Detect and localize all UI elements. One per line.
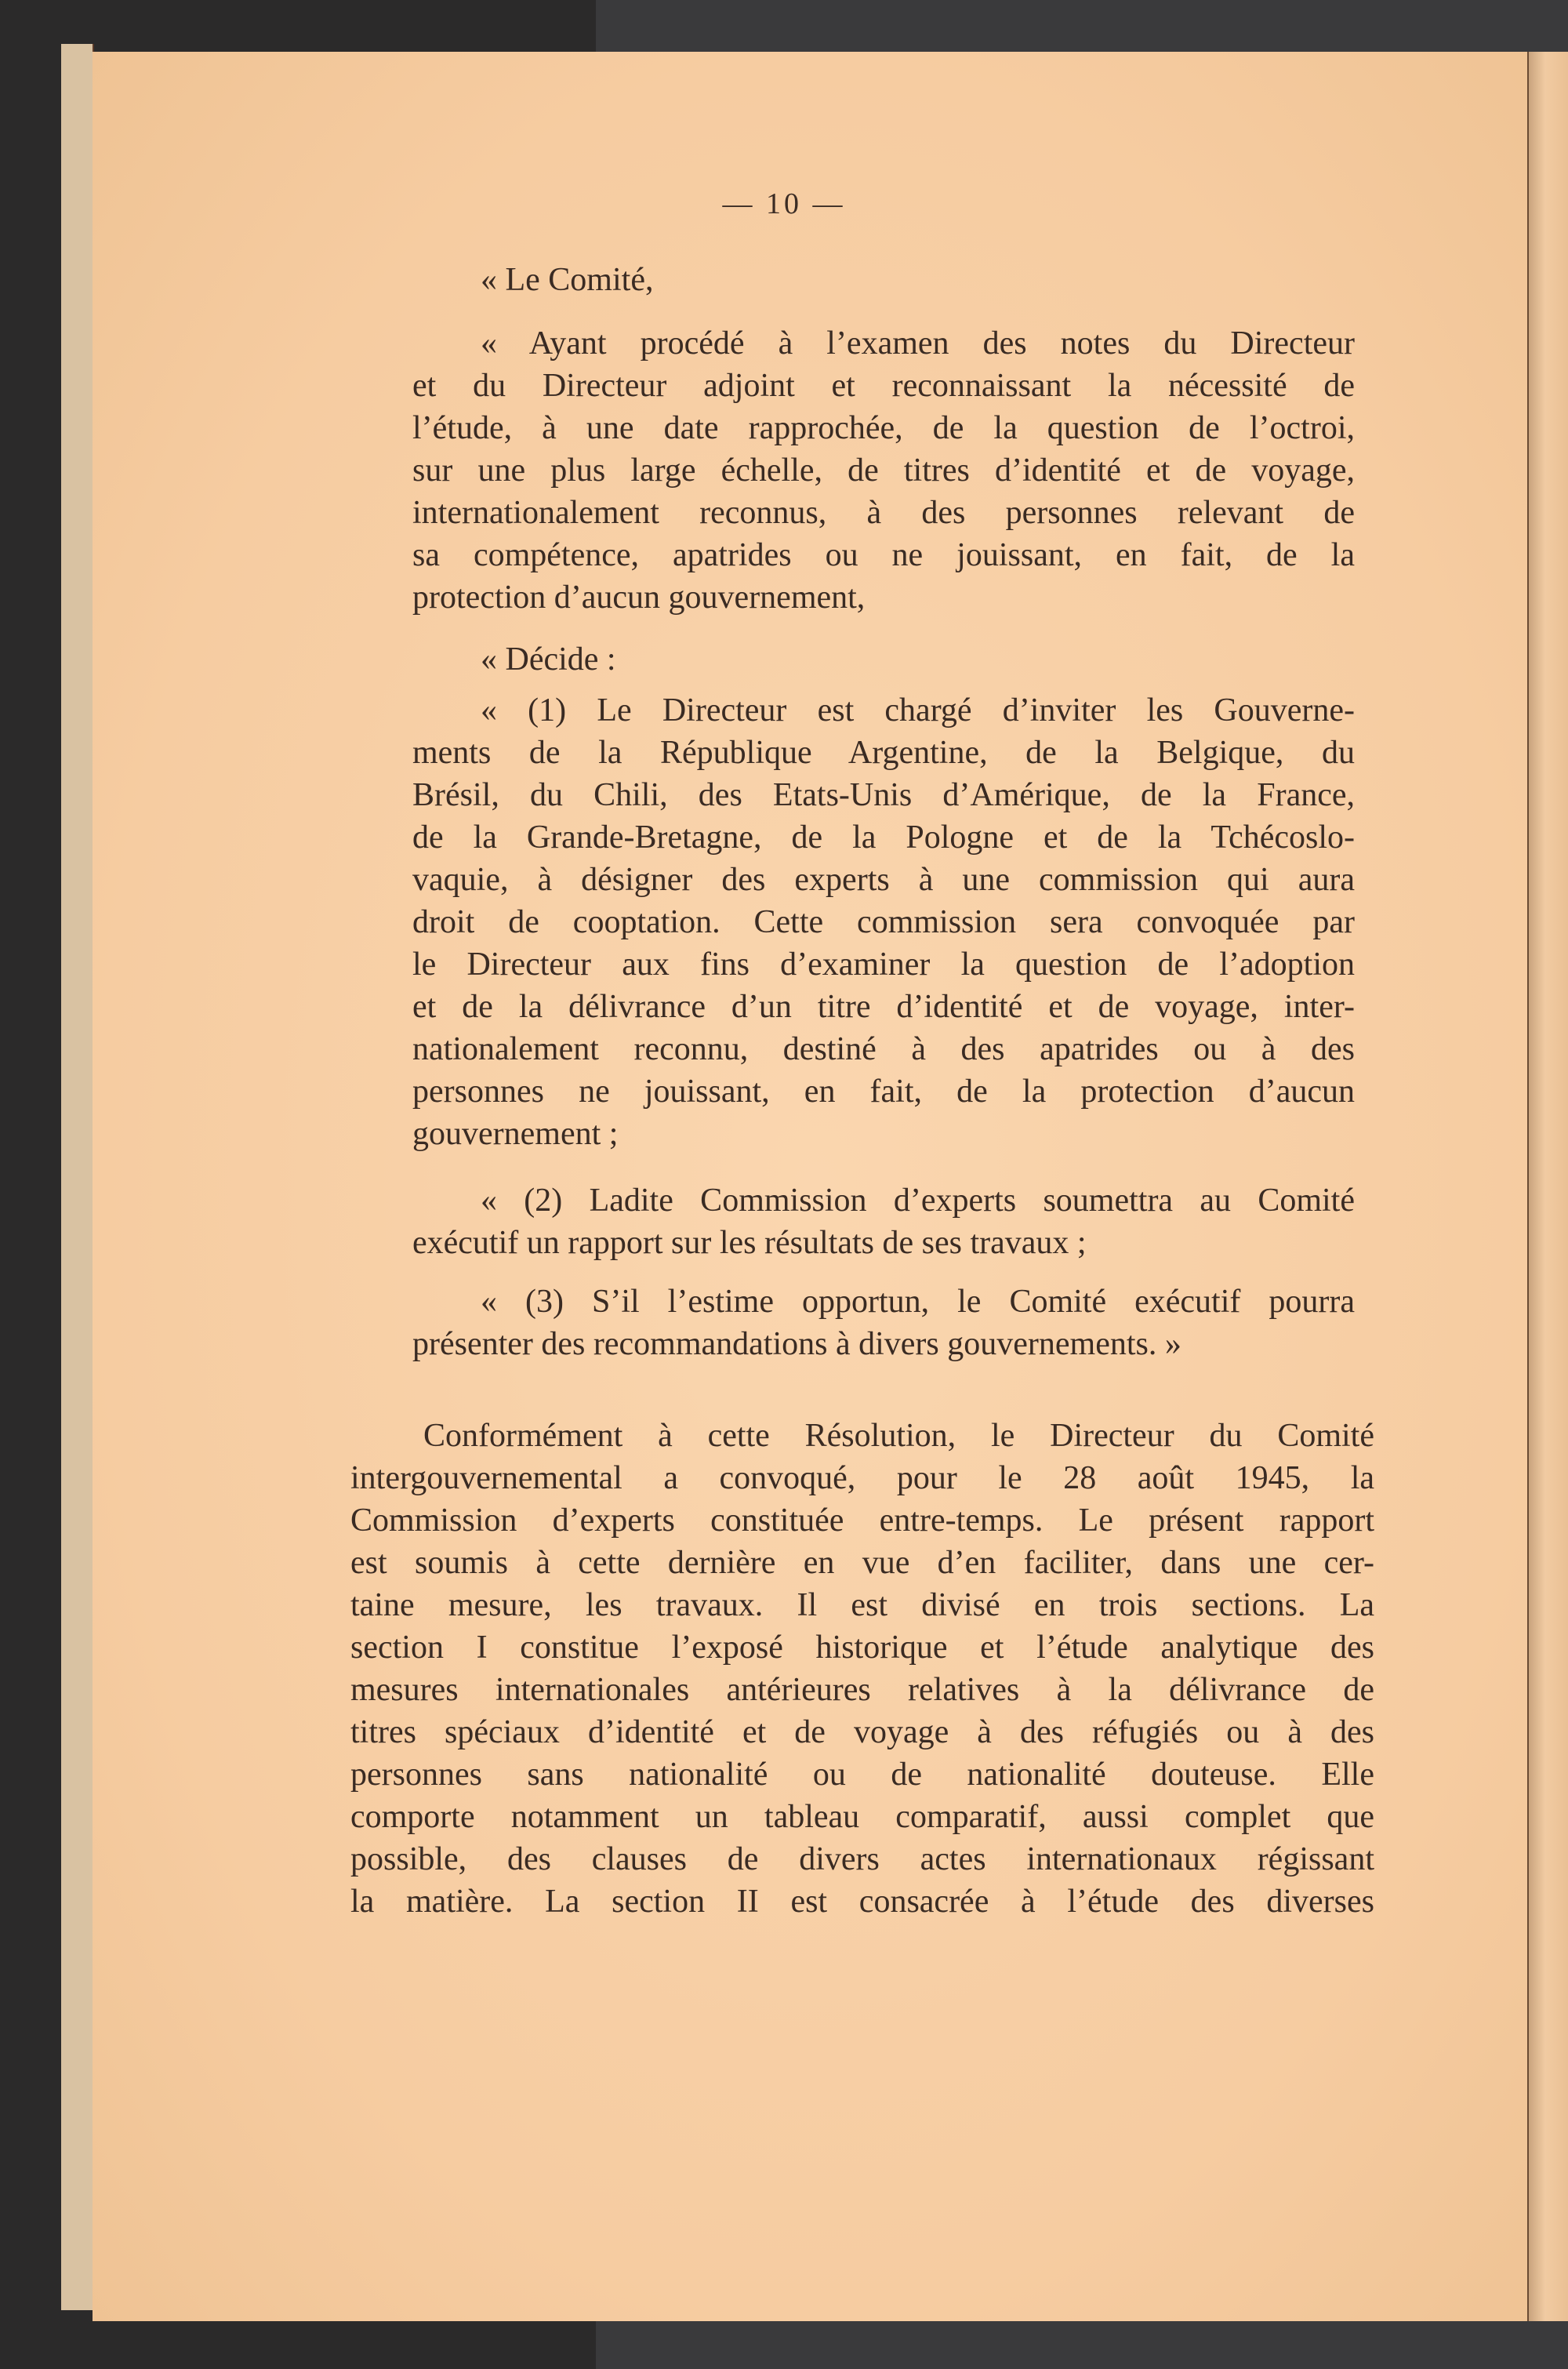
body-paragraph <box>350 1415 1374 1923</box>
text-line: gouvernement ; <box>412 1116 619 1152</box>
quoted-paragraph <box>412 259 1355 301</box>
text-line: « (3) S’il l’estime opportun, le Comité exécutif pourra <box>481 1284 1355 1320</box>
quoted-paragraph <box>412 322 1355 619</box>
text-line: et de la délivrance d’un titre d’identité et de voyage, inter- <box>412 989 1355 1025</box>
quoted-paragraph <box>412 1281 1355 1365</box>
text-line: « (1) Le Directeur est chargé d’inviter les Gouverne- <box>481 692 1355 729</box>
text-line: taine mesure, les travaux. Il est divisé en trois sections. La <box>350 1587 1374 1623</box>
text-line: présenter des recommandations à divers gouvernements. » <box>412 1326 1181 1362</box>
text-line: « Décide : <box>481 641 616 678</box>
text-line: vaquie, à désigner des experts à une commission qui aura <box>412 862 1355 898</box>
text-line: est soumis à cette dernière en vue d’en faciliter, dans une cer- <box>350 1545 1374 1581</box>
text-line: ments de la République Argentine, de la Belgique, du <box>412 735 1355 771</box>
text-line: de la Grande-Bretagne, de la Pologne et de la Tchécoslo- <box>412 819 1355 856</box>
text-line: droit de cooptation. Cette commission sera convoquée par <box>412 904 1355 940</box>
text-line: le Directeur aux fins d’examiner la question de l’adoption <box>412 947 1355 983</box>
text-line: sur une plus large échelle, de titres d’identité et de voyage, <box>412 452 1355 489</box>
text-line: protection d’aucun gouvernement, <box>412 580 866 616</box>
quoted-paragraph <box>412 689 1355 1155</box>
text-line: personnes sans nationalité ou de nationalité douteuse. Elle <box>350 1757 1374 1793</box>
page-number: — 10 — <box>722 187 846 220</box>
text-line: section I constitue l’exposé historique et l’étude analytique des <box>350 1630 1374 1666</box>
text-line: intergouvernemental a convoqué, pour le 28 août 1945, la <box>350 1460 1374 1496</box>
text-line: Conformément à cette Résolution, le Directeur du Comité <box>423 1418 1374 1454</box>
text-line: sa compétence, apatrides ou ne jouissant, en fait, de la <box>412 537 1355 573</box>
next-page-edge <box>1527 52 1568 2321</box>
text-line: la matière. La section II est consacrée à l’étude des diverses <box>350 1884 1374 1920</box>
text-line: Brésil, du Chili, des Etats-Unis d’Amérique, de la France, <box>412 777 1355 813</box>
text-line: l’étude, à une date rapprochée, de la question de l’octroi, <box>412 410 1355 446</box>
quoted-paragraph <box>412 1179 1355 1264</box>
text-line: mesures internationales antérieures relatives à la délivrance de <box>350 1672 1374 1708</box>
text-line: comporte notamment un tableau comparatif, aussi complet que <box>350 1799 1374 1835</box>
quoted-paragraph <box>412 638 1355 681</box>
text-line: internationalement reconnus, à des personnes relevant de <box>412 495 1355 531</box>
text-line: personnes ne jouissant, en fait, de la protection d’aucun <box>412 1074 1355 1110</box>
text-line: possible, des clauses de divers actes internationaux régissant <box>350 1841 1374 1877</box>
text-line: nationalement reconnu, destiné à des apatrides ou à des <box>412 1031 1355 1067</box>
text-line: Commission d’experts constituée entre-temps. Le présent rapport <box>350 1502 1374 1539</box>
text-line: exécutif un rapport sur les résultats de ses travaux ; <box>412 1225 1087 1261</box>
text-line: « (2) Ladite Commission d’experts soumettra au Comité <box>481 1183 1355 1219</box>
text-line: et du Directeur adjoint et reconnaissant la nécessité de <box>412 368 1355 404</box>
page-stack-edge <box>61 44 94 2310</box>
text-line: « Le Comité, <box>481 262 654 298</box>
text-line: titres spéciaux d’identité et de voyage à des réfugiés ou à des <box>350 1714 1374 1750</box>
scan-background-bottom <box>596 2321 1568 2369</box>
text-line: « Ayant procédé à l’examen des notes du Directeur <box>481 325 1355 362</box>
